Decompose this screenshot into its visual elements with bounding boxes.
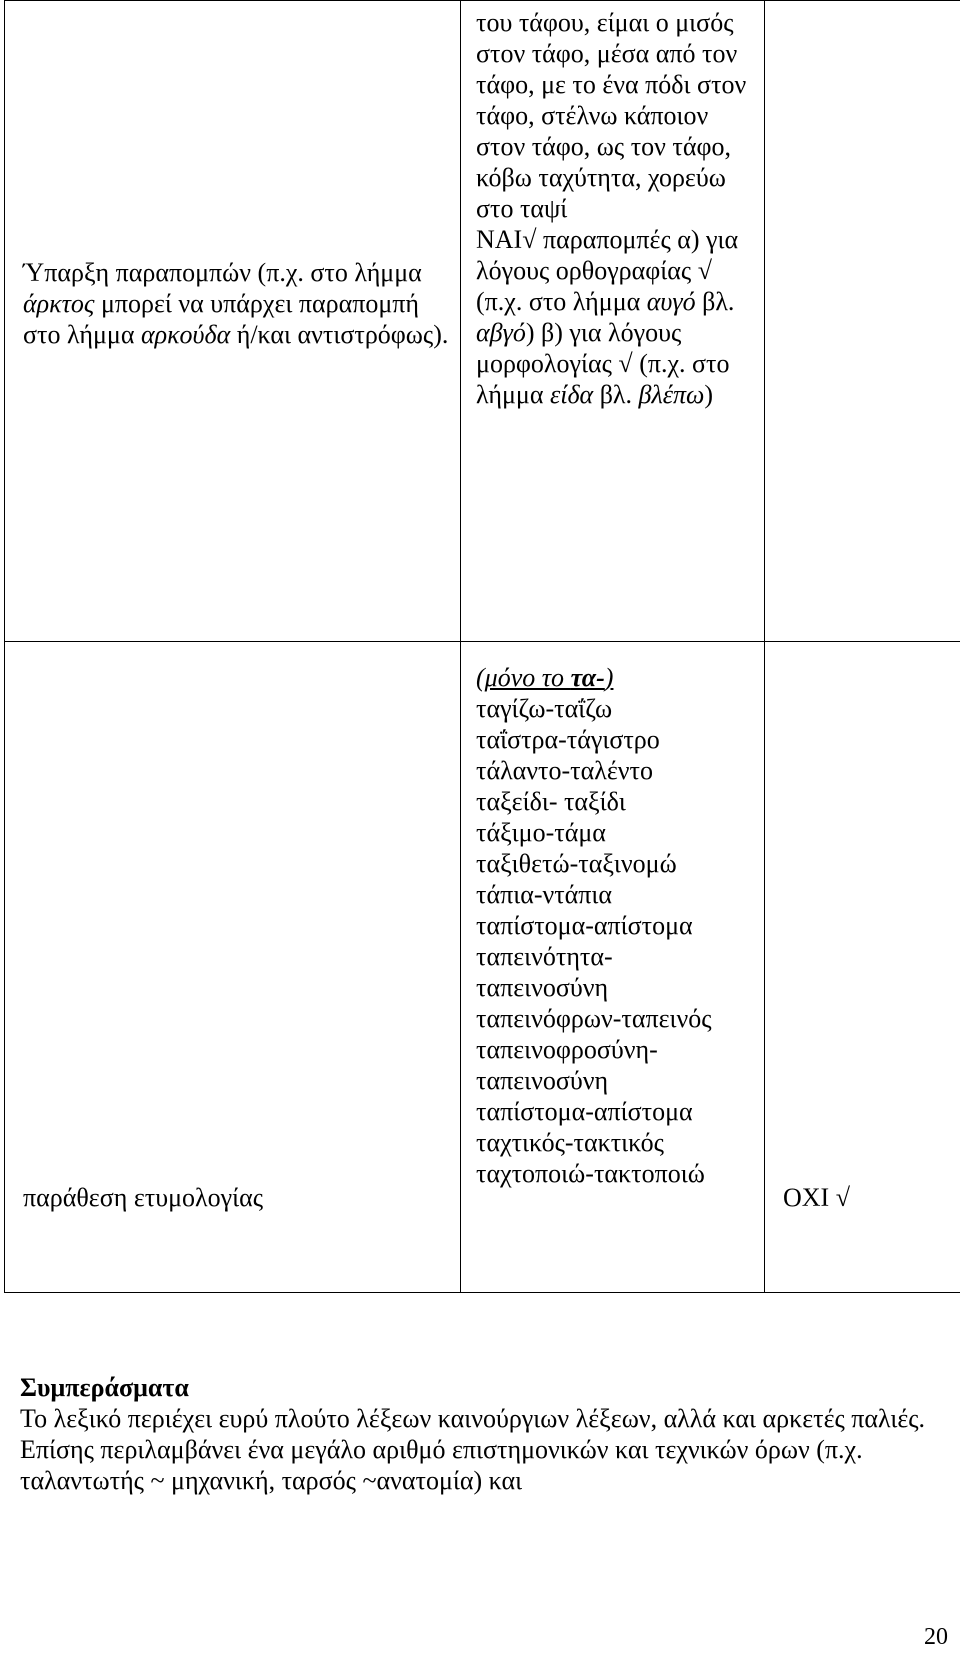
italic-term: είδα [549,380,594,409]
word-pair-item: ταγίζω-ταΐζω [476,694,613,723]
evaluation-table [4,0,960,1293]
conclusion-section [20,1372,950,1496]
answer-cell-references [461,1,765,642]
word-pair-item: ταξιθετώ-ταξινομώ [476,849,677,878]
only-ta-note: (μόνο το τα-) [476,663,614,692]
answer-cell-etymology [765,642,960,1293]
word-pair-item: ταπίστομα-απίστομα [476,1097,693,1126]
word-pair-item: ταπεινοφροσύνη- [476,1035,658,1064]
word-pair-item: ταπεινότητα- [476,942,613,971]
word-pair-item: ταπεινόφρων-ταπεινός [476,1004,712,1033]
word-pair-item: ταξείδι- ταξίδι [476,787,626,816]
conclusion-title: Συμπεράσματα [20,1373,189,1402]
text-run: ΝΑΙ√ παραπομπές α) για λόγους ορθογραφίας √ (π.χ. στο λήμμα [476,225,739,316]
examples-cell-etymology [461,642,765,1293]
text-run: ή/και αντιστρόφως). [230,320,449,349]
empty-cell-references [765,1,960,642]
italic-term: άρκτος [23,289,95,318]
word-pair-item: ταπεινοσύνη [476,973,609,1002]
text-run: μπορεί να υπάρχει παραπομπή στο λήμμα [23,289,419,349]
word-pair-item: τάλαντο-ταλέντο [476,756,653,785]
criterion-text-references [5,257,460,350]
idioms-text: του τάφου, είμαι ο μισός στον τάφο, μέσα από τον τάφο, με το ένα πόδι στον τάφο, στέλνω κάποιον στον τάφο, ως τον τάφο, κόβω ταχύτητα, χορεύω στο ταψί [476,8,747,223]
italic-term: αρκούδα [140,320,231,349]
word-pair-item: τάπια-ντάπια [476,880,613,909]
table-row-etymology [5,642,960,1293]
text-run: βλ. [695,287,735,316]
italic-term: βλέπω [638,380,705,409]
page-number: 20 [924,1624,948,1650]
word-pairs-list [476,693,758,1189]
word-pair-item: τάξιμο-τάμα [476,818,606,847]
criterion-cell-references [5,1,461,642]
word-pair-item: ταΐστρα-τάγιστρο [476,725,660,754]
italic-term: αυγό [646,287,696,316]
answer-text-references [476,224,758,410]
text-run: Ύπαρξη παραπομπών (π.χ. στο λήμμα [23,258,422,287]
italic-term: αβγό [476,318,526,347]
criterion-cell-etymology [5,642,461,1293]
conclusion-text: Το λεξικό περιέχει ευρύ πλούτο λέξεων καινούργιων λέξεων, αλλά και αρκετές παλιές. Επίσης περιλαμβάνει ένα μεγάλο αριθμό επιστημονικών και τεχνικών όρων (π.χ. ταλαντωτής ~ μηχανική, ταρσός ~ανατομία) και [20,1404,926,1495]
word-pair-item: ταχτοποιώ-τακτοποιώ [476,1159,705,1188]
text-run: ) β) για λόγους μορφολογίας √ (π.χ. στο λήμμα [476,318,730,409]
answer-text-etymology: ΟΧΙ √ [783,1183,850,1212]
criterion-text-etymology: παράθεση ετυμολογίας [23,1183,264,1212]
table-row-references [5,1,960,642]
word-pair-item: ταπίστομα-απίστομα [476,911,693,940]
word-pair-item: ταπεινοσύνη [476,1066,609,1095]
text-run: ) [704,380,714,409]
text-run: βλ. [593,380,639,409]
word-pair-item: ταχτικός-τακτικός [476,1128,664,1157]
